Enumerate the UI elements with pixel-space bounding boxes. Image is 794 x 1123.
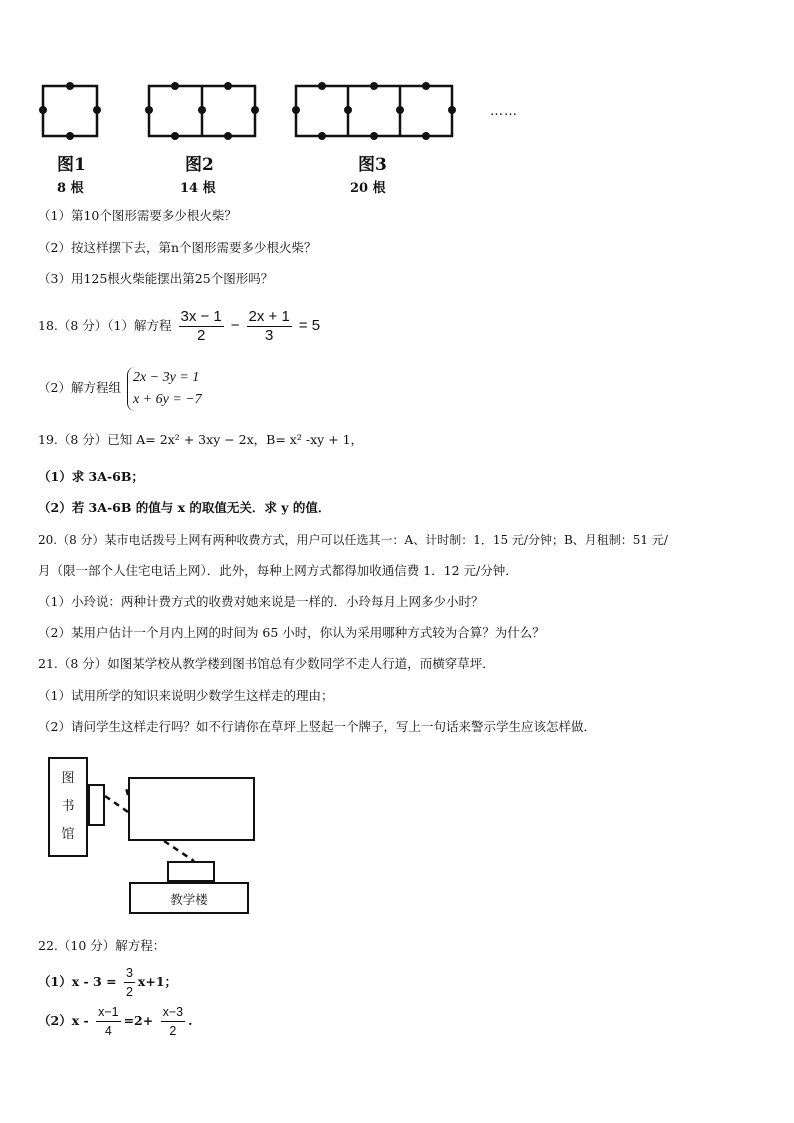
q20-line2: 月（限一部个人住宅电话上网）．此外，每种上网方式都得加收通信费 1．12 元/分钟． [38,563,518,578]
teaching-building-label: 教学楼 [170,892,208,907]
q18-frac1: $\frac{3x - 1}{2}$ [180,308,222,344]
q22-sub1-right: x+1； [137,974,178,989]
q21-head: 21.（8 分）如图某学校从教学楼到图书馆总有少数同学不走人行道，而横穿草坪． [38,656,495,671]
q22-sub2-frac2: $\frac{x-3}{2}$ [162,1005,184,1038]
pattern-ellipsis: …… [490,104,518,119]
q18-sub2-label: （2）解方程组 [38,380,121,395]
system-line-1: 2x − 3y = 1 [132,369,200,385]
q18-frac2: $\frac{2x + 1}{3}$ [248,308,290,344]
figure-count-2: 14 根 [180,181,216,196]
q22-sub1 [38,962,177,1002]
q22-sub2-left: （2）x - [38,1013,89,1028]
figure-count-3: 20 根 [350,181,386,196]
q17-sub1: （1）第10个图形需要多少根火柴？ [38,208,237,223]
q22-head: 22.（10 分）解方程： [38,938,166,953]
q19-head: 19.（8 分）已知 A= 2x² + 3xy − 2x，B= x² -xy + 1， [38,432,364,447]
q22-sub2-frac1: $\frac{x-1}{4}$ [98,1005,119,1038]
q22-sub2-end: . [188,1013,193,1028]
library-label: 图 书 馆 [61,771,75,842]
figure-caption-3: 图3 [358,155,387,175]
q22-sub1-left: （1）x - 3 = [38,974,117,989]
q19-sub2: （2）若 3A-6B 的值与 x 的取值无关．求 y 的值． [38,500,331,515]
q22-sub1-frac: $\frac{3}{2}$ [125,966,133,999]
figure-caption-1: 图1 [57,155,86,175]
q22-sub2-mid: =2+ [123,1013,154,1028]
q20-line1: 20.（8 分）某市电话拨号上网有两种收费方式，用户可以任选其一：A、计时制：1．15 元/分钟；B、月租制：51 元/ [38,533,668,547]
q18-rhs: = 5 [298,317,321,334]
q17-sub2: （2）按这样摆下去，第n个图形需要多少根火柴？ [38,240,317,255]
q21-sub2: （2）请问学生这样走行吗？如不行请你在草坪上竖起一个牌子，写上一句话来警示学生应该怎样做． [38,719,596,734]
q20-sub2: （2）某用户估计一个月内上网的时间为 65 小时，你认为采用哪种方式较为合算？为什么？ [38,625,545,640]
q18-head: 18.（8 分）（1）解方程 [38,318,172,333]
q17-sub3: （3）用125根火柴能摆出第25个图形吗？ [38,271,274,286]
q20-sub1: （1）小玲说：两种计费方式的收费对她来说是一样的．小玲每月上网多少小时？ [38,594,484,609]
q21-sub1: （1）试用所学的知识来说明少数学生这样走的理由； [38,688,334,703]
q19-sub1: （1）求 3A-6B； [38,469,144,484]
system-line-2: x + 6y = −7 [132,391,202,407]
figure-count-1: 8 根 [57,181,84,196]
figure-caption-2: 图2 [185,155,214,175]
q22-sub2 [38,1001,192,1041]
q18-minus: − [230,317,240,334]
